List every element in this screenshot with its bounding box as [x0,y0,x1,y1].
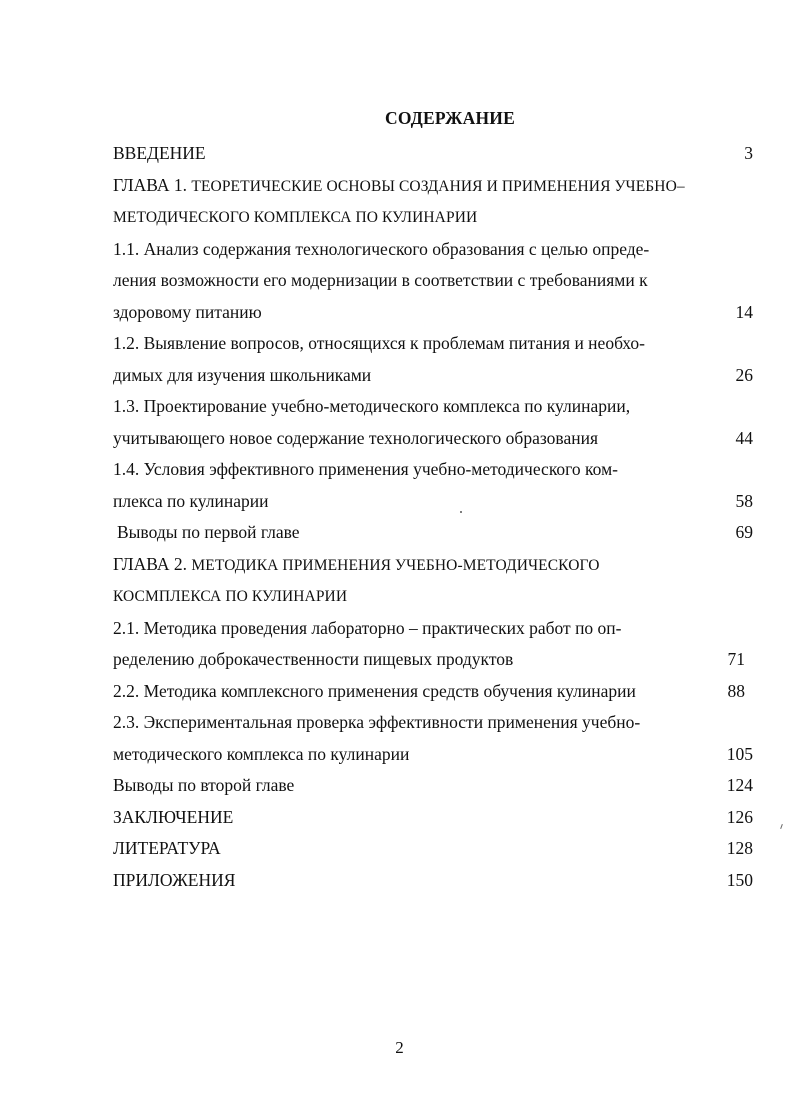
toc-entry-conclusion-2: Выводы по второй главе 124 [113,770,753,802]
toc-entry-intro [113,138,753,170]
scan-speck [460,511,462,513]
chapter-2-title-line-1: МЕТОДИКА ПРИМЕНЕНИЯ УЧЕБНО-МЕТОДИЧЕСКОГО [191,556,600,574]
toc-entry-appendix: ПРИЛОЖЕНИЯ 150 [113,865,753,897]
chapter-2-title-line-2: КОСМПЛЕКСА ПО КУЛИНАРИИ [113,588,348,605]
toc-entry-page: 124 [726,775,753,795]
toc-entry-1-3: 1.3. Проектирование учебно-методического комплекса по кулинарии, [113,396,631,416]
toc-entry-page: 126 [726,806,753,827]
toc-entry-page: 128 [726,838,753,858]
toc-entry-page: 3 [744,143,753,163]
toc-entry-page: 58 [735,490,753,511]
toc-entry-page: 71 [727,649,745,669]
page-title: СОДЕРЖАНИЕ [384,108,515,128]
chapter-2-prefix: ГЛАВА 2. [113,553,188,574]
toc-entry-page: 105 [726,743,753,764]
toc-entry-conclusion-1: Выводы по первой главе 69 [113,517,753,549]
toc-chapter-1-line-1 [113,170,753,203]
toc-chapter-1-line-2 [113,202,753,234]
toc-entry-final: ЗАКЛЮЧЕНИЕ 126 [113,802,753,834]
chapter-1-prefix: ГЛАВА 1. [113,174,188,195]
toc-chapter-2-line-1 [113,549,753,582]
chapter-1-title-line-1: ТЕОРЕТИЧЕСКИЕ ОСНОВЫ СОЗДАНИЯ И ПРИМЕНЕНИЯ УЧЕБНО– [191,177,685,195]
toc-entry-page: 26 [735,364,753,385]
toc-entry-page: 14 [735,301,753,322]
toc-entry-page: 88 [727,680,745,701]
toc-entry-1-1: 1.1. Анализ содержания технологического образования с целью опреде- [113,238,650,259]
page-number: 2 [395,1038,404,1057]
toc-entry-page: 69 [735,522,753,542]
toc-entry-2-3: 2.3. Экспериментальная проверка эффективности применения учебно- [113,712,641,732]
toc-entry-literature: ЛИТЕРАТУРА 128 [113,833,753,865]
toc-entry-page: 44 [735,427,753,448]
toc-entry-2-2: 2.2. Методика комплексного применения средств обучения кулинарии 88 [113,676,753,708]
scan-mark [780,824,783,829]
table-of-contents: ВВЕДЕНИЕ 3 ГЛАВА 1. ТЕОРЕТИЧЕСКИЕ ОСНОВЫ СОЗДАНИЯ И ПРИМЕНЕНИЯ УЧЕБНО– МЕТОДИЧЕСКОГО КОМПЛЕКСА ПО КУЛИНАРИИ 1.1. Анализ содержания технологического образования с целью опреде- ления возможности его модернизации в соответствии с требованиями к здоровому питанию 14 1.2. Выявление вопросов, относящихся к проблемам питания и необхо- димых для изучения школьниками 26 1.3. Проектирование учебно-методического комплекса по кулинарии, учитывающего новое содержание технологического образования 44 1.4. Условия эффективного применения учебно-методического ком- плекса по кулинарии 58 Выводы по первой главе 69 ГЛАВА 2. МЕТОДИКА ПРИМЕНЕНИЯ УЧЕБНО-МЕТОДИЧЕСКОГО КОСМПЛЕКСА ПО КУЛИНАРИИ 2.1. Методика проведения лабораторно – практических работ по оп- ределению доброкачественности пищевых продуктов 71 2.2. Методика комплексного применения средств обучения кулинарии 88 2.3. Экспериментальная проверка эффективности применения учебно- методического комплекса по кулинарии 105 Выводы по второй главе 124 ЗАКЛЮЧЕНИЕ 126 ЛИТЕРАТУРА 128 ПРИЛОЖЕНИЯ 150 [113,138,753,896]
toc-chapter-2-line-2 [113,581,753,613]
toc-entry-2-1: 2.1. Методика проведения лабораторно – практических работ по оп- [113,617,622,638]
toc-entry-text: ВВЕДЕНИЕ [113,143,206,163]
chapter-1-title-line-2: МЕТОДИЧЕСКОГО КОМПЛЕКСА ПО КУЛИНАРИИ [113,209,478,226]
toc-entry-1-4: 1.4. Условия эффективного применения учебно-методического ком- [113,459,618,479]
toc-entry-page: 150 [726,869,753,890]
toc-entry-1-2: 1.2. Выявление вопросов, относящихся к проблемам питания и необхо- [113,333,645,353]
